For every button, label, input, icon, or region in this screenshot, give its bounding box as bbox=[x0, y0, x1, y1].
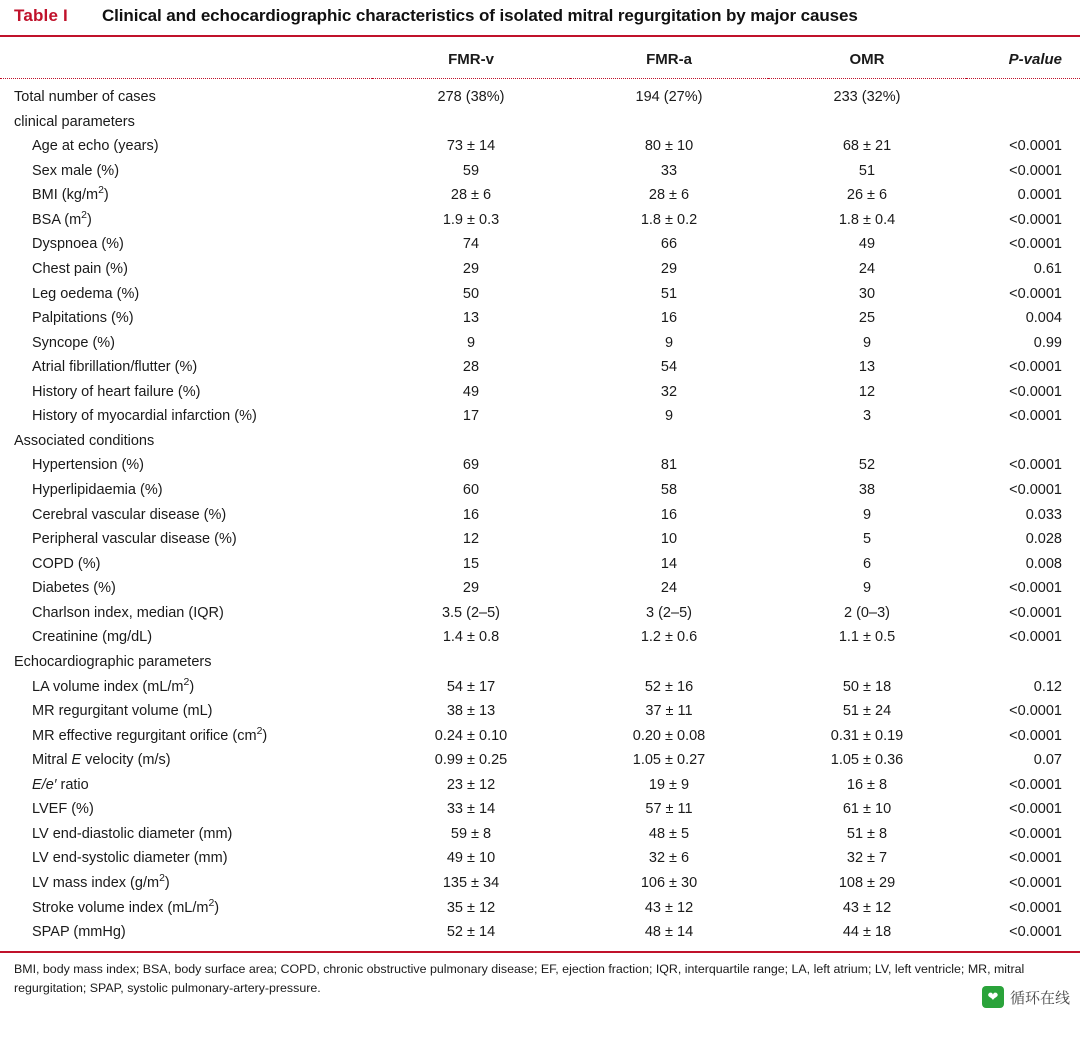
cell-fmra: 1.2 ± 0.6 bbox=[640, 629, 698, 646]
row-label: LA volume index $(mL/m^2)$ bbox=[32, 676, 195, 695]
column-header-fmrv: FMR-v bbox=[448, 51, 494, 68]
cell-fmra bbox=[570, 110, 768, 135]
cell-fmra: 48 ± 5 bbox=[648, 825, 690, 842]
cell-pvalue: 0.008 bbox=[1025, 555, 1062, 572]
table-row bbox=[0, 724, 1080, 749]
table-row bbox=[0, 233, 1080, 258]
cell-omr: 24 bbox=[858, 260, 876, 277]
header-row bbox=[0, 37, 1080, 79]
row-label: History of myocardial infarction (%) bbox=[32, 408, 257, 425]
cell-omr: 25 bbox=[858, 310, 876, 327]
cell-pvalue bbox=[966, 650, 1080, 675]
cell-pvalue: 0.99 bbox=[1033, 334, 1062, 351]
cell-pvalue: <0.0001 bbox=[1009, 580, 1062, 597]
cell-fmrv: 59 bbox=[462, 162, 480, 179]
cell-pvalue: <0.0001 bbox=[1009, 727, 1062, 744]
cell-fmrv: 54 ± 17 bbox=[446, 678, 496, 695]
cell-pvalue: <0.0001 bbox=[1009, 285, 1062, 302]
cell-omr: 3 bbox=[862, 408, 872, 425]
cell-fmrv: 29 bbox=[462, 260, 480, 277]
cell-omr: 43 ± 12 bbox=[842, 899, 892, 916]
cell-fmra bbox=[570, 650, 768, 675]
cell-fmra: 1.8 ± 0.2 bbox=[640, 211, 698, 228]
cell-pvalue: <0.0001 bbox=[1009, 359, 1062, 376]
table-row bbox=[0, 380, 1080, 405]
cell-pvalue bbox=[966, 110, 1080, 135]
row-label: Associated conditions bbox=[14, 432, 155, 449]
table-row bbox=[0, 282, 1080, 307]
table-row bbox=[0, 896, 1080, 921]
cell-pvalue: <0.0001 bbox=[1009, 236, 1062, 253]
cell-pvalue: 0.12 bbox=[1033, 678, 1062, 695]
table-caption bbox=[0, 0, 1080, 37]
cell-omr: 50 ± 18 bbox=[842, 678, 892, 695]
table-row bbox=[0, 79, 1080, 111]
cell-fmrv: 49 ± 10 bbox=[446, 850, 496, 867]
row-label: COPD (%) bbox=[32, 555, 101, 572]
cell-omr: 9 bbox=[862, 334, 872, 351]
table-row bbox=[0, 749, 1080, 774]
table-row bbox=[0, 110, 1080, 135]
row-label: Mitral E velocity (m/s) bbox=[32, 752, 171, 769]
row-label: Chest pain (%) bbox=[32, 260, 128, 277]
cell-omr: 0.31 ± 0.19 bbox=[830, 727, 904, 744]
row-label: Peripheral vascular disease (%) bbox=[32, 531, 237, 548]
cell-omr: 30 bbox=[858, 285, 876, 302]
cell-fmrv bbox=[372, 429, 570, 454]
cell-omr: 1.8 ± 0.4 bbox=[838, 211, 896, 228]
watermark-text: 循环在线 bbox=[1009, 988, 1070, 1007]
cell-omr: 233 (32%) bbox=[833, 89, 901, 105]
table-row bbox=[0, 429, 1080, 454]
row-label: Hyperlipidaemia (%) bbox=[32, 482, 163, 498]
cell-omr: 1.1 ± 0.5 bbox=[838, 629, 896, 646]
cell-fmrv: 13 bbox=[462, 310, 480, 327]
table-row bbox=[0, 159, 1080, 184]
cell-fmra: 81 bbox=[660, 457, 678, 474]
cell-fmrv: 50 bbox=[462, 285, 480, 302]
table-row bbox=[0, 675, 1080, 700]
cell-fmra: 48 ± 14 bbox=[644, 924, 694, 941]
cell-pvalue: <0.0001 bbox=[1009, 899, 1062, 916]
table-row bbox=[0, 405, 1080, 430]
cell-pvalue bbox=[966, 79, 1080, 111]
row-label: Syncope (%) bbox=[32, 334, 116, 351]
cell-omr: 6 bbox=[862, 555, 872, 572]
column-header-fmra: FMR-a bbox=[646, 51, 692, 68]
cell-fmrv: 60 bbox=[462, 482, 480, 498]
cell-fmra: 9 bbox=[664, 408, 674, 425]
cell-fmrv: 135 ± 34 bbox=[442, 875, 500, 891]
cell-omr: 52 bbox=[858, 457, 876, 474]
row-label: Palpitations (%) bbox=[32, 310, 134, 327]
row-label: MR effective regurgitant orifice $(cm^2)$ bbox=[32, 725, 268, 744]
row-label: MR regurgitant volume (mL) bbox=[32, 703, 213, 720]
table-header bbox=[0, 37, 1080, 79]
cell-fmrv: 74 bbox=[462, 236, 480, 253]
table-caption-label: Table I bbox=[14, 6, 68, 25]
row-label: Leg oedema (%) bbox=[32, 285, 140, 302]
column-header-pvalue: P-value bbox=[1008, 51, 1062, 68]
table-row bbox=[0, 479, 1080, 504]
table-row bbox=[0, 454, 1080, 479]
cell-pvalue: <0.0001 bbox=[1009, 457, 1062, 474]
table-row bbox=[0, 528, 1080, 553]
cell-omr: 38 bbox=[858, 482, 876, 498]
cell-fmra: 0.20 ± 0.08 bbox=[632, 727, 706, 744]
cell-omr: 9 bbox=[862, 580, 872, 597]
cell-fmra: 58 bbox=[660, 482, 678, 498]
cell-pvalue: 0.07 bbox=[1033, 752, 1062, 769]
table-body bbox=[0, 79, 1080, 946]
row-label: BMI $(kg/m^2)$ bbox=[32, 185, 109, 204]
cell-fmra: 14 bbox=[660, 555, 678, 572]
cell-fmra: 37 ± 11 bbox=[645, 703, 693, 720]
cell-pvalue: 0.0001 bbox=[1017, 187, 1062, 204]
cell-pvalue: <0.0001 bbox=[1009, 162, 1062, 179]
cell-omr: 44 ± 18 bbox=[842, 924, 892, 941]
cell-fmrv: 12 bbox=[462, 531, 480, 548]
cell-fmra: 52 ± 16 bbox=[644, 678, 694, 695]
cell-pvalue: 0.028 bbox=[1025, 531, 1062, 548]
cell-fmra: 16 bbox=[660, 506, 678, 523]
table-footnote: BMI, body mass index; BSA, body surface area; COPD, chronic obstructive pulmonary disease; EF, ejection fraction; IQR, interquartile range; LA, left atrium; LV, left ventricle; MR, mitral regurgitation; SPAP, systolic pulmonary-artery-pressure. bbox=[14, 962, 1025, 995]
row-label: Creatinine (mg/dL) bbox=[32, 629, 153, 646]
cell-fmrv: 59 ± 8 bbox=[450, 825, 492, 842]
row-label: Stroke volume index $(mL/m^2)$ bbox=[32, 897, 220, 916]
cell-fmra: 57 ± 11 bbox=[645, 801, 693, 818]
cell-fmra: 1.05 ± 0.27 bbox=[632, 752, 706, 769]
cell-fmra: 28 ± 6 bbox=[648, 187, 690, 204]
cell-pvalue: <0.0001 bbox=[1009, 850, 1062, 867]
cell-omr: 32 ± 7 bbox=[846, 850, 888, 867]
row-label: Diabetes (%) bbox=[32, 580, 116, 597]
cell-pvalue: <0.0001 bbox=[1009, 138, 1062, 155]
cell-pvalue: <0.0001 bbox=[1009, 604, 1062, 621]
cell-omr: 26 ± 6 bbox=[846, 187, 888, 204]
table-row bbox=[0, 577, 1080, 602]
cell-fmra: 54 bbox=[660, 359, 678, 376]
cell-pvalue: <0.0001 bbox=[1009, 801, 1062, 818]
cell-omr bbox=[768, 110, 966, 135]
cell-fmra: 66 bbox=[660, 236, 678, 253]
cell-omr: 51 bbox=[858, 162, 876, 179]
heart-icon: ❤ bbox=[982, 986, 1004, 1008]
cell-fmrv: 3.5 (2–5) bbox=[441, 604, 501, 621]
cell-omr: 1.05 ± 0.36 bbox=[830, 752, 904, 769]
cell-fmrv: 1.9 ± 0.3 bbox=[442, 211, 500, 228]
cell-fmrv: 17 bbox=[462, 408, 480, 425]
row-label: clinical parameters bbox=[14, 113, 135, 130]
table-row bbox=[0, 208, 1080, 233]
cell-fmrv: 38 ± 13 bbox=[446, 703, 496, 720]
table-row bbox=[0, 135, 1080, 160]
cell-fmra: 16 bbox=[660, 310, 678, 327]
cell-fmra bbox=[570, 429, 768, 454]
cell-pvalue: <0.0001 bbox=[1009, 629, 1062, 646]
cell-fmra: 43 ± 12 bbox=[644, 899, 694, 916]
cell-fmra: 10 bbox=[660, 531, 678, 548]
row-label: BSA $(m^2)$ bbox=[32, 209, 92, 228]
table-row bbox=[0, 700, 1080, 725]
cell-omr: 12 bbox=[858, 383, 876, 400]
row-label: LV end-systolic diameter (mm) bbox=[32, 850, 228, 867]
cell-fmra: 19 ± 9 bbox=[648, 776, 690, 793]
cell-fmrv: 49 bbox=[462, 383, 480, 400]
column-header-omr: OMR bbox=[849, 51, 885, 68]
table-row bbox=[0, 872, 1080, 897]
table-row bbox=[0, 822, 1080, 847]
cell-fmrv bbox=[372, 650, 570, 675]
cell-fmra: 51 bbox=[660, 285, 678, 302]
row-label: LVEF (%) bbox=[32, 801, 94, 818]
cell-omr: 108 ± 29 bbox=[838, 875, 896, 891]
cell-omr: 51 ± 24 bbox=[842, 703, 892, 720]
cell-pvalue: <0.0001 bbox=[1009, 924, 1062, 941]
cell-pvalue: <0.0001 bbox=[1009, 383, 1062, 400]
row-label: Sex male (%) bbox=[32, 162, 120, 179]
cell-omr: 49 bbox=[858, 236, 876, 253]
table-row bbox=[0, 773, 1080, 798]
cell-fmra: 32 ± 6 bbox=[648, 850, 690, 867]
cell-pvalue: 0.033 bbox=[1025, 506, 1062, 523]
cell-fmra: 29 bbox=[660, 260, 678, 277]
cell-fmrv: 28 bbox=[462, 359, 480, 376]
cell-fmrv: 0.99 ± 0.25 bbox=[434, 752, 508, 769]
cell-pvalue: <0.0001 bbox=[1009, 776, 1062, 793]
cell-fmrv: 15 bbox=[462, 555, 480, 572]
cell-fmrv: 28 ± 6 bbox=[450, 187, 492, 204]
cell-fmra: 24 bbox=[660, 580, 678, 597]
cell-omr: 68 ± 21 bbox=[842, 138, 892, 155]
table-row bbox=[0, 331, 1080, 356]
cell-pvalue: <0.0001 bbox=[1009, 482, 1062, 498]
row-label: Atrial fibrillation/flutter (%) bbox=[32, 359, 198, 376]
cell-fmrv: 35 ± 12 bbox=[446, 899, 496, 916]
table-caption-text: Clinical and echocardiographic characteristics of isolated mitral regurgitation by major causes bbox=[102, 6, 858, 25]
cell-fmrv: 69 bbox=[462, 457, 480, 474]
cell-fmra: 32 bbox=[660, 383, 678, 400]
cell-fmra: 33 bbox=[660, 162, 678, 179]
cell-fmrv: 73 ± 14 bbox=[446, 138, 496, 155]
cell-fmra: 194 (27%) bbox=[635, 89, 703, 105]
cell-omr: 61 ± 10 bbox=[842, 801, 892, 818]
cell-omr: 5 bbox=[862, 531, 872, 548]
cell-omr: 16 ± 8 bbox=[846, 776, 888, 793]
cell-fmrv: 9 bbox=[466, 334, 476, 351]
cell-pvalue: <0.0001 bbox=[1009, 703, 1062, 720]
row-label: Hypertension (%) bbox=[32, 457, 145, 474]
row-label: LV end-diastolic diameter (mm) bbox=[32, 825, 233, 842]
cell-fmrv: 1.4 ± 0.8 bbox=[442, 629, 500, 646]
cell-fmrv: 16 bbox=[462, 506, 480, 523]
row-label: SPAP (mmHg) bbox=[32, 924, 126, 941]
row-label: Echocardiographic parameters bbox=[14, 653, 212, 670]
table-row bbox=[0, 921, 1080, 946]
table-row bbox=[0, 847, 1080, 872]
cell-pvalue: <0.0001 bbox=[1009, 825, 1062, 842]
row-label: History of heart failure (%) bbox=[32, 383, 201, 400]
cell-fmrv: 29 bbox=[462, 580, 480, 597]
cell-fmra: 80 ± 10 bbox=[644, 138, 694, 155]
characteristics-table bbox=[0, 37, 1080, 945]
cell-omr: 2 (0–3) bbox=[844, 604, 890, 621]
cell-omr bbox=[768, 650, 966, 675]
cell-omr: 9 bbox=[862, 506, 872, 523]
row-label: Cerebral vascular disease (%) bbox=[32, 506, 227, 523]
table-row bbox=[0, 650, 1080, 675]
watermark bbox=[982, 986, 1070, 1008]
cell-omr: 13 bbox=[858, 359, 876, 376]
row-label: Total number of cases bbox=[14, 89, 156, 105]
cell-fmrv: 33 ± 14 bbox=[446, 801, 496, 818]
row-label: E/e′ ratio bbox=[32, 776, 89, 793]
cell-fmrv bbox=[372, 110, 570, 135]
table-row bbox=[0, 184, 1080, 209]
cell-fmra: 9 bbox=[664, 334, 674, 351]
cell-pvalue: <0.0001 bbox=[1009, 875, 1062, 891]
cell-fmra: 3 (2–5) bbox=[646, 604, 692, 621]
table-row bbox=[0, 798, 1080, 823]
cell-fmrv: 23 ± 12 bbox=[446, 776, 496, 793]
cell-pvalue: <0.0001 bbox=[1009, 408, 1062, 425]
cell-omr bbox=[768, 429, 966, 454]
cell-pvalue: 0.61 bbox=[1033, 260, 1062, 277]
table-row bbox=[0, 552, 1080, 577]
row-label: Charlson index, median (IQR) bbox=[32, 604, 224, 621]
cell-fmrv: 52 ± 14 bbox=[446, 924, 496, 941]
table-row bbox=[0, 601, 1080, 626]
table-row bbox=[0, 356, 1080, 381]
cell-fmrv: 278 (38%) bbox=[437, 89, 505, 105]
row-label: Age at echo (years) bbox=[32, 138, 159, 155]
table-row bbox=[0, 503, 1080, 528]
row-label: LV mass index $(g/m^2)$ bbox=[32, 873, 170, 891]
row-label: Dyspnoea (%) bbox=[32, 236, 124, 253]
cell-omr: 51 ± 8 bbox=[846, 825, 888, 842]
cell-fmrv: 0.24 ± 0.10 bbox=[434, 727, 508, 744]
cell-fmra: 106 ± 30 bbox=[640, 875, 698, 891]
table-row bbox=[0, 626, 1080, 651]
cell-pvalue: <0.0001 bbox=[1009, 211, 1062, 228]
cell-pvalue: 0.004 bbox=[1025, 310, 1062, 327]
table-row bbox=[0, 257, 1080, 282]
column-header-parameter bbox=[0, 37, 372, 79]
cell-pvalue bbox=[966, 429, 1080, 454]
table-row bbox=[0, 307, 1080, 332]
